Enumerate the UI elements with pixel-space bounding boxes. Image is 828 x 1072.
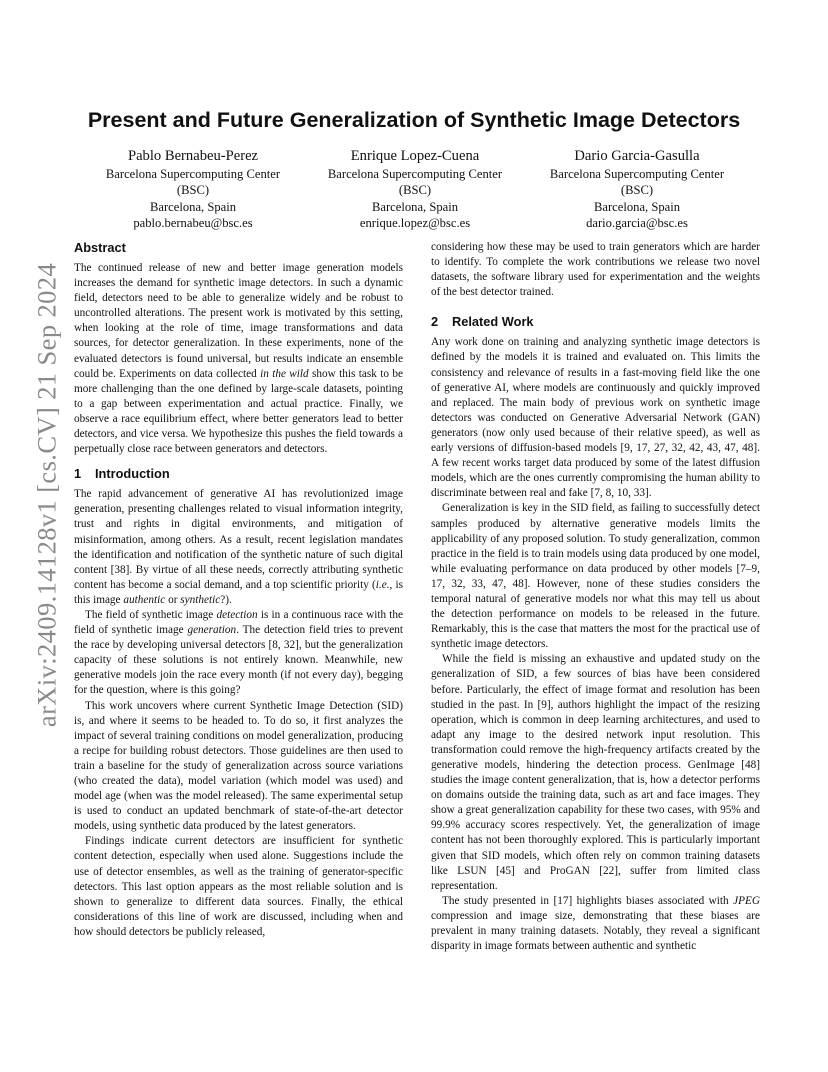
author-affiliation: Barcelona Supercomputing Center: [327, 167, 503, 181]
abstract-heading: Abstract: [74, 240, 126, 255]
author-name: Pablo Bernabeu-Perez: [127, 148, 259, 164]
paragraph: considering how these may be used to train generators which are harder to identify. To complete the work contributions we release two novel datasets, the software library used for experimentation and the weights of the best detector trained.: [431, 241, 760, 299]
text: , is this image: [74, 578, 403, 606]
section-title: Introduction: [95, 466, 170, 482]
section-heading-related-work: [431, 314, 760, 330]
text: The field of synthetic image: [85, 608, 217, 621]
text: ?).: [220, 593, 232, 606]
author-email: enrique.lopez@bsc.es: [359, 215, 471, 230]
author-email: pablo.bernabeu@bsc.es: [133, 215, 253, 230]
author-location: Barcelona, Spain: [593, 199, 681, 214]
abstract-emphasis: in the wild: [260, 367, 309, 380]
author-location: Barcelona, Spain: [371, 199, 459, 214]
paragraph: While the field is missing an exhaustive and updated study on the generalization of SID, a few sources of bias have been considered before. Particularly, the effect of image format and resolution has been studied in the past. In [9], authors highlight the impact of the resizing operation, which is common in deep learning architectures, and used to adapt any image to the desired network input resolution. This transformation could remove the high-frequency artifacts created by the generative models, hindering the detection process. GenImage [48] studies the image content generalization, that is, how a detector performs on domains outside the training data, such as art and face images. They show a great generalization capability for these two cases, with 95% and 99.9% accuracy scores respectively. Yet, the generalization of image content has not been thoroughly explored. This is particularly important given that SID models, which often rely on common training datasets like LSUN [45] and ProGAN [22], suffer from limited class representation.: [431, 653, 760, 892]
author-affiliation-abbrev: (BSC): [398, 183, 432, 198]
right-column: [431, 240, 760, 954]
author-email: dario.garcia@bsc.es: [586, 215, 688, 230]
author-affiliation: Barcelona Supercomputing Center: [549, 167, 725, 181]
section-heading-introduction: [74, 466, 403, 482]
emphasis: synthetic: [180, 593, 221, 606]
section-number: 2: [431, 314, 439, 330]
author-name: Dario Garcia-Gasulla: [574, 148, 700, 164]
text: compression and image size, demonstrating that these biases are prevalent in many training datasets. Notably, they reveal a significant disparity in image formats between authentic and synthetic: [431, 909, 760, 953]
arxiv-identifier: arXiv:2409.14128v1 [cs.CV] 21 Sep 2024: [31, 262, 62, 728]
abstract-text-part: The continued release of new and better image generation models increases the demand for synthetic image detectors. In such a dynamic field, detectors need to be able to generalize widely and be robust to uncontrolled alterations. The present work is motivated by this setting, when looking at the role of time, image transformations and data sources, for detector generalization. In these experiments, none of the evaluated detectors is found universal, but results indicate an ensemble could be. Experiments on data collected: [74, 262, 403, 380]
paper-title: Present and Future Generalization of Synthetic Image Detectors: [87, 108, 741, 132]
author-block-1: [78, 147, 308, 231]
left-column: [74, 240, 403, 940]
text: The study presented in [17] highlights biases associated with: [442, 894, 734, 907]
emphasis: authentic: [123, 593, 166, 606]
paragraph: [74, 487, 403, 608]
section-number: 1: [74, 466, 82, 482]
author-block-2: [300, 147, 530, 231]
paragraph: Any work done on training and analyzing synthetic image detectors is defined by the models it is trained and evaluated on. This limits the consistency and relevance of results in a fast-moving field like the one of generative AI, where models are continuously and quickly improved and replaced. The main body of previous work on synthetic image detectors was conducted on Generative Adversarial Network (GAN) generators (now only used because of their relative speed), as well as early versions of diffusion-based models [9, 17, 27, 32, 42, 43, 47, 48]. A few recent works target data produced by some of the latest diffusion models, which are the ones currently compromising the human ability to discriminate between real and fake [7, 8, 10, 33].: [431, 336, 760, 500]
text: or: [165, 593, 181, 606]
text: The rapid advancement of generative AI has revolutionized image generation, presenting challenges related to visual information integrity, trust and rights in digital environments, and mitigation of misinformation, among others. As a result, recent legislation mandates the identification and notification of the synthetic nature of such digital content [38]. By virtue of all these needs, correctly attributing synthetic content has become a social demand, and a top scientific priority (: [74, 488, 403, 591]
arxiv-sidebar-stamp: [26, 262, 68, 728]
emphasis: i.e.: [375, 578, 390, 591]
paragraph: Generalization is key in the SID field, as failing to successfully detect samples produced by alternative generative models limits the applicability of any proposed solution. To study generalization, common practice in the field is to train models using data produced by one model, while evaluating performance on data produced by other models [7–9, 17, 32, 33, 47, 48]. However, none of these studies considers the temporal natural of generative models nor what this may tell us about the detection performance on models to be released in the future. Remarkably, this is the case that matters the most for the practical use of synthetic image detectors.: [431, 502, 760, 651]
abstract-text: [74, 261, 403, 457]
author-affiliation-abbrev: (BSC): [176, 183, 210, 198]
abstract-text-part: show this task to be more challenging than the one defined by large-scale datasets, pointing to a gap between experimentation and actual practice. Finally, we observe a race equilibrium effect, where better generators lead to better detectors, and vice versa. We hypothesize this pushes the field towards a perpetually close race between generators and detectors.: [74, 367, 404, 456]
author-name: Enrique Lopez-Cuena: [350, 148, 480, 164]
author-affiliation-abbrev: (BSC): [620, 183, 654, 198]
author-block-3: [522, 147, 752, 231]
paragraph: This work uncovers where current Synthetic Image Detection (SID) is, and where it seems to be headed to. To do so, it first analyzes the impact of several training conditions on model generalization, producing a recipe for building robust detectors. Those guidelines are then used to train a baseline for the study of generalization across source variations (who created the data), model variation (which model was used) and model age (when was the model released). The same experimental setup is used to conduct an updated benchmark of state-of-the-art detector models, using synthetic data produced by the latest generators.: [74, 699, 403, 833]
author-affiliation: Barcelona Supercomputing Center: [105, 167, 281, 181]
text: . The detection field tries to prevent the race by developing universal detectors [8, 32], but the generalization capacity of these solutions is not entirely known. Meanwhile, new generative models join the race every month (if not every day), begging for the question, where is this going?: [74, 624, 403, 697]
author-location: Barcelona, Spain: [149, 199, 237, 214]
emphasis: detection: [216, 608, 258, 621]
emphasis: generation: [187, 624, 237, 637]
section-title: Related Work: [452, 314, 534, 330]
text: is in a continuous race with the field of synthetic image: [74, 608, 403, 637]
paragraph: Findings indicate current detectors are insufficient for synthetic content detection, especially when used alone. Suggestions include the use of detector ensembles, as well as the training of generator-specific detectors. This last option appears as the most reliable solution and is shown to generalize to different data sources. Finally, the ethical considerations of this line of work are discussed, including when and how should detectors be publicly released,: [74, 835, 403, 938]
emphasis: JPEG: [733, 894, 760, 907]
paragraph: [74, 608, 403, 699]
paragraph: [431, 894, 760, 954]
